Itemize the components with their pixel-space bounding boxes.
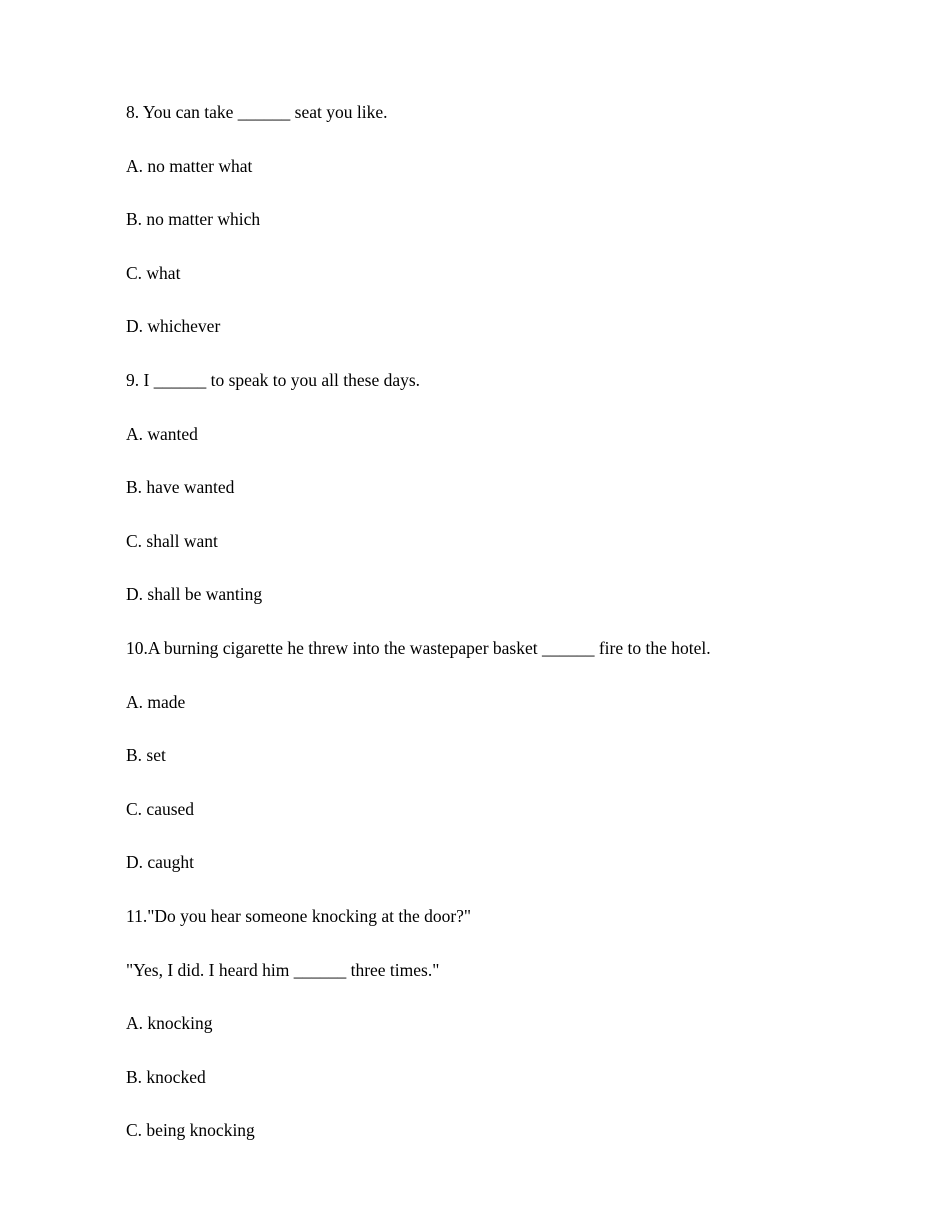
question-list: [126, 100, 886, 1172]
question-8-option-b: B. no matter which: [126, 209, 261, 230]
question-11-option-a: A. knocking: [126, 1013, 213, 1034]
question-10-option-a: A. made: [126, 691, 186, 712]
question-9-option-c: C. shall want: [126, 530, 218, 551]
question-10-option-c: C. caused: [126, 798, 195, 819]
question-11-stem: 11."Do you hear someone knocking at the door?": [126, 905, 472, 926]
question-9-stem: 9. I ______ to speak to you all these days.: [126, 369, 421, 390]
question-10-stem: 10.A burning cigarette he threw into the wastepaper basket ______ fire to the hotel.: [126, 637, 711, 658]
question-9-option-b: B. have wanted: [126, 477, 235, 498]
question-8-option-d: D. whichever: [126, 316, 221, 337]
question-9-option-a: A. wanted: [126, 423, 198, 444]
question-11-option-b: B. knocked: [126, 1066, 206, 1087]
question-8-option-a: A. no matter what: [126, 155, 253, 176]
question-8-stem: 8. You can take ______ seat you like.: [126, 102, 388, 122]
question-11-option-c: C. being knocking: [126, 1120, 255, 1141]
question-10-option-b: B. set: [126, 745, 166, 766]
question-11-stem-reply: "Yes, I did. I heard him ______ three times.": [126, 959, 440, 980]
question-8-option-c: C. what: [126, 262, 181, 283]
question-9-option-d: D. shall be wanting: [126, 584, 263, 605]
question-10-option-d: D. caught: [126, 852, 195, 873]
